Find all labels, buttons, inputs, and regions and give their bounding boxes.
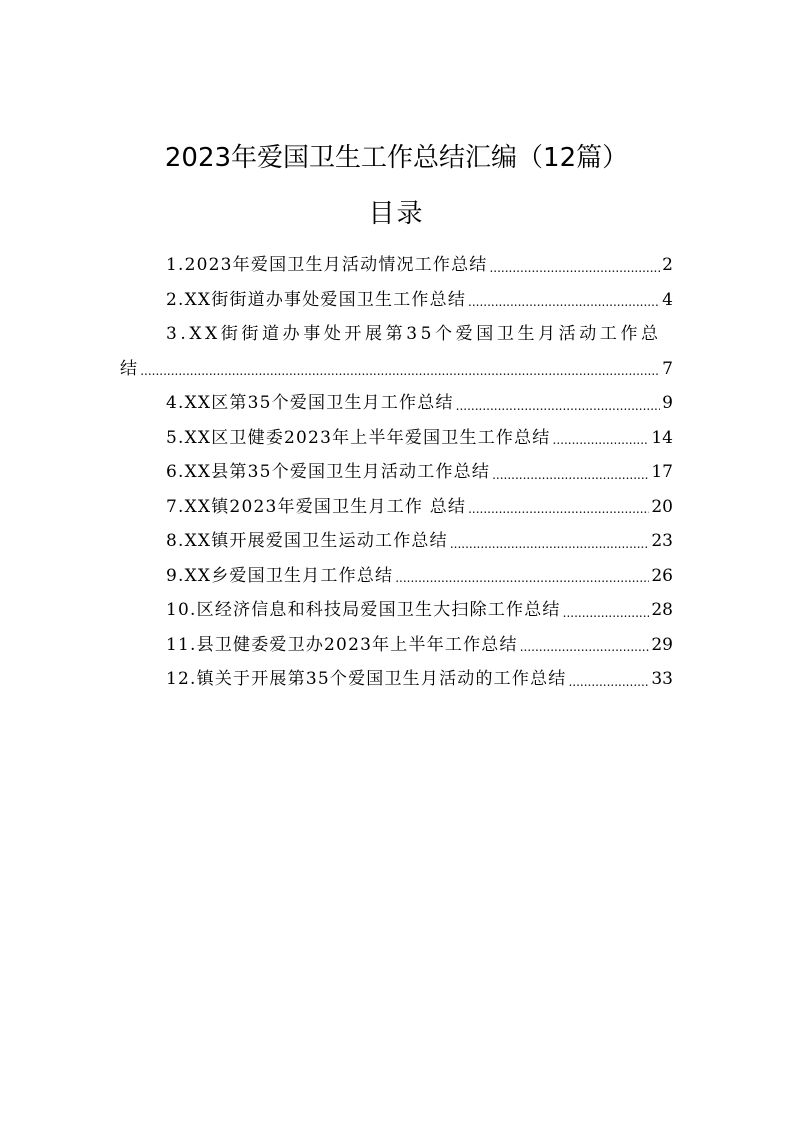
toc-leader-dots bbox=[563, 598, 650, 628]
toc-entry-8[interactable] bbox=[120, 524, 673, 559]
toc-leader-dots bbox=[450, 529, 650, 559]
toc-entry-page: 7 bbox=[662, 358, 673, 379]
toc-entry-page: 2 bbox=[662, 255, 673, 275]
toc-entry-4[interactable] bbox=[120, 386, 673, 421]
toc-entry-12[interactable] bbox=[120, 662, 673, 697]
toc-entry-11[interactable] bbox=[120, 628, 673, 663]
toc-leader-dots bbox=[489, 253, 660, 283]
toc-entry-6[interactable] bbox=[120, 455, 673, 490]
toc-leader-dots bbox=[395, 563, 649, 593]
document-title: 2023年爱国卫生工作总结汇编（12篇） bbox=[164, 143, 629, 173]
toc-entry-page: 33 bbox=[651, 669, 673, 689]
toc-entry-page: 17 bbox=[651, 462, 673, 482]
toc-entry-text: 9.XX乡爱国卫生月工作总结 bbox=[166, 565, 394, 586]
toc-entry-1[interactable] bbox=[120, 248, 673, 283]
toc-entry-text: 3.XX街街道办事处开展第35个爱国卫生月活动工作总 bbox=[166, 324, 662, 344]
toc-entry-text: 4.XX区第35个爱国卫生月工作总结 bbox=[166, 393, 454, 413]
toc-leader-dots bbox=[456, 391, 661, 421]
toc-leader-dots bbox=[140, 356, 660, 386]
toc-entry-page: 9 bbox=[662, 393, 673, 413]
toc-entry-text: 11.县卫健委爱卫办2023年上半年工作总结 bbox=[166, 634, 518, 655]
toc-entry-page: 28 bbox=[651, 600, 673, 620]
toc-entry-text: 6.XX县第35个爱国卫生月活动工作总结 bbox=[166, 462, 491, 482]
toc-entry-5[interactable] bbox=[120, 421, 673, 456]
toc-entry-text: 12.镇关于开展第35个爱国卫生月活动的工作总结 bbox=[166, 669, 567, 689]
toc-entry-text: 10.区经济信息和科技局爱国卫生大扫除工作总结 bbox=[166, 600, 561, 620]
toc-entry-page: 20 bbox=[651, 496, 673, 517]
toc-entry-2[interactable] bbox=[120, 283, 673, 318]
toc-entry-10[interactable] bbox=[120, 593, 673, 628]
toc-heading: 目录 bbox=[368, 199, 425, 229]
toc-entry-page: 4 bbox=[662, 289, 673, 310]
toc-entry-page: 23 bbox=[651, 531, 673, 551]
toc-entry-page: 26 bbox=[651, 565, 673, 586]
toc-leader-dots bbox=[492, 460, 649, 490]
toc-leader-dots bbox=[468, 494, 649, 524]
toc-entry-page: 14 bbox=[651, 427, 673, 448]
toc-entry-text-continued: 结 bbox=[120, 358, 139, 379]
toc-entry-text: 2.XX街街道办事处爱国卫生工作总结 bbox=[166, 289, 467, 310]
toc-entry-3[interactable] bbox=[120, 317, 673, 386]
toc-entry-text: 5.XX区卫健委2023年上半年爱国卫生工作总结 bbox=[166, 427, 551, 448]
toc-leader-dots bbox=[553, 425, 650, 455]
toc-entry-7[interactable] bbox=[120, 490, 673, 525]
toc-leader-dots bbox=[568, 667, 649, 697]
toc-entry-line-2 bbox=[120, 352, 673, 387]
toc-entry-9[interactable] bbox=[120, 559, 673, 594]
toc-entry-text: 8.XX镇开展爱国卫生运动工作总结 bbox=[166, 531, 448, 551]
toc-leader-dots bbox=[520, 632, 650, 662]
toc-entry-text: 1.2023年爱国卫生月活动情况工作总结 bbox=[166, 255, 488, 275]
toc-entry-line-1 bbox=[120, 317, 673, 352]
toc-entry-text: 7.XX镇2023年爱国卫生月工作 总结 bbox=[166, 496, 467, 517]
toc-entry-page: 29 bbox=[651, 634, 673, 655]
toc-leader-dots bbox=[468, 287, 660, 317]
table-of-contents bbox=[120, 248, 673, 697]
